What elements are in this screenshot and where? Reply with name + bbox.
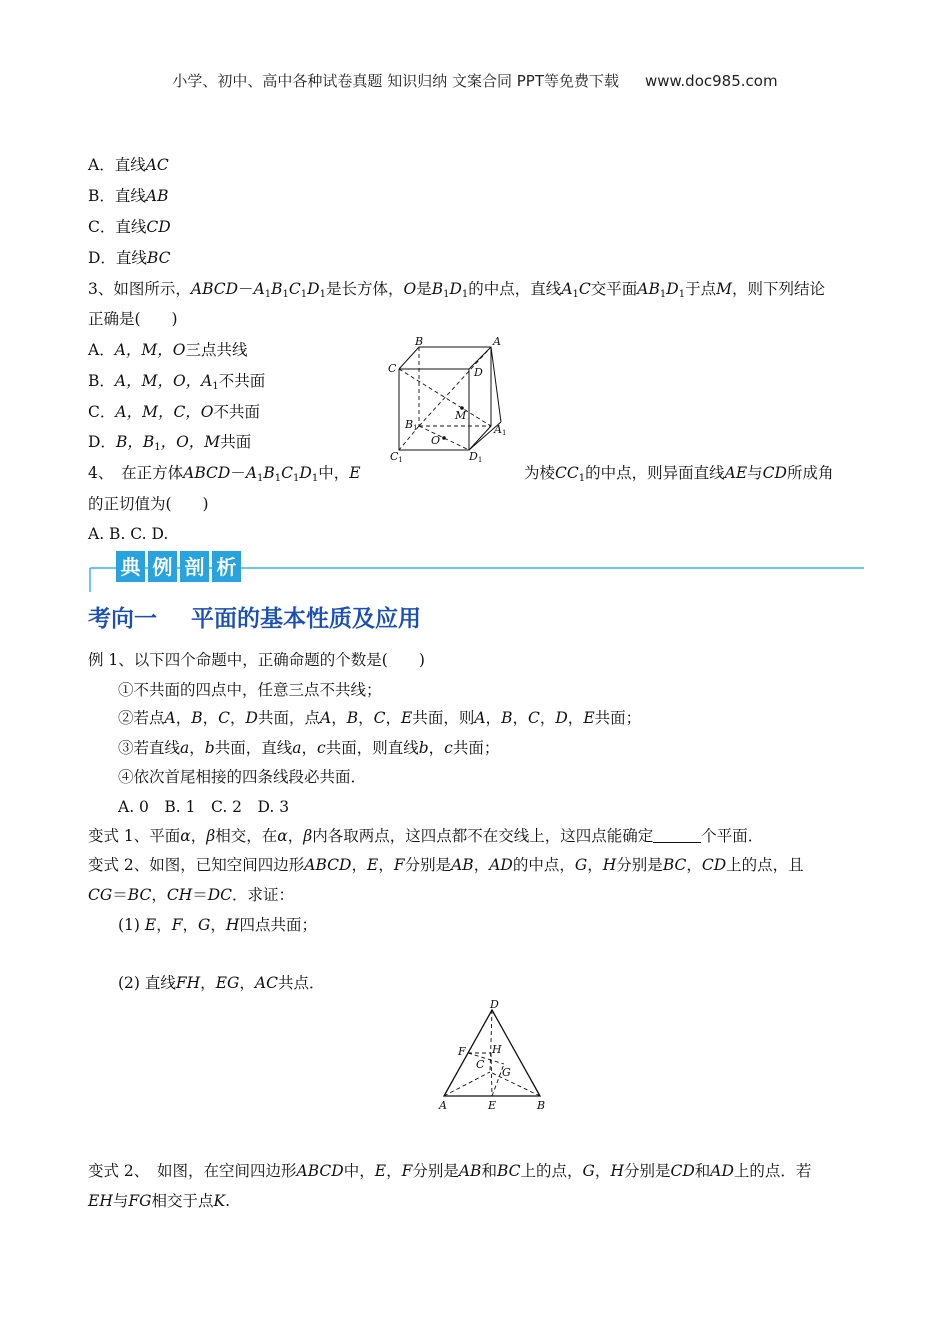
q2-option-c: C．直线CD <box>88 218 171 236</box>
ex1-stem: 例 1、以下四个命题中，正确命题的个数是( ) <box>88 651 425 669</box>
cube-label-b1: B1 <box>405 418 418 432</box>
cube-label-a: A <box>493 336 501 348</box>
q4-stem-left: 4、 在正方体$ABCD-A_1B_1C_1D_1$中，E <box>88 464 361 484</box>
q4-stem-line2: 的正切值为( ) <box>88 495 209 513</box>
cube-label-c: C <box>388 362 397 375</box>
variant-2b-stem: 变式 2、 如图，在空间四边形ABCD中，E，F分别是AB和BC上的点，G，H分别是CD和AD上的点．若 <box>88 1162 812 1180</box>
header-site[interactable]: www.doc985.com <box>644 72 778 90</box>
q2-option-a: A．直线AC <box>88 156 169 174</box>
q2-option-d: D．直线BC <box>88 249 171 267</box>
variant-2-stem-line2: CG＝BC，CH＝DC．求证： <box>88 886 295 904</box>
q3-option-c: C．A，M，C，O不共面 <box>88 403 261 421</box>
banner-char-1: 典 <box>120 555 141 579</box>
section-title: 考向一 平面的基本性质及应用 <box>88 606 421 632</box>
variant-1: 变式 1、平面α，β相交，在α，β内各取两点，这四点都不在交线上，这四点能确定 个平面． <box>88 827 764 845</box>
banner-char-4: 析 <box>216 555 237 579</box>
q3-option-b: B．A，M，O，$A_1$不共面 <box>88 372 266 392</box>
q3-option-d: D．B，$B_1$，O，M共面 <box>88 433 252 453</box>
page-header <box>0 70 950 91</box>
cuboid-figure <box>385 336 515 464</box>
q3-stem-line2: 正确是( ) <box>88 310 178 328</box>
cube-label-b: B <box>415 336 424 348</box>
q3-option-a: A．A，M，O三点共线 <box>88 341 248 359</box>
q3-stem: 3、如图所示，$ABCD-A_1B_1C_1D_1$是长方体，O是$B_1D_1$的中点，直线$A_1C$交平面$AB_1D_1$于点M，则下列结论 <box>88 280 825 300</box>
cube-label-d1: D1 <box>469 450 483 464</box>
ex1-statement-4: ④依次首尾相接的四条线段必共面． <box>118 768 367 786</box>
section-banner <box>88 548 864 593</box>
tet-label-a: A <box>439 1099 447 1112</box>
variant-2-part-2: (2) 直线FH，EG，AC共点． <box>118 974 325 992</box>
tet-label-d: D <box>490 998 499 1011</box>
tetrahedron-figure <box>436 996 556 1116</box>
answer-blank[interactable] <box>653 828 701 843</box>
cube-label-m: M <box>455 409 467 422</box>
variant-2b-stem-line2: EH与FG相交于点K. <box>88 1192 231 1210</box>
variant-2-part-1: (1) E，F，G，H四点共面； <box>118 916 317 934</box>
banner-char-3: 剖 <box>184 555 205 579</box>
cube-label-o: O <box>431 434 441 447</box>
ex1-statement-3: ③若直线a，b共面，直线a，c共面，则直线b，c共面； <box>118 739 500 757</box>
ex1-statement-1: ①不共面的四点中，任意三点不共线； <box>118 681 382 699</box>
tet-label-g: G <box>502 1066 511 1079</box>
tet-label-b: B <box>537 1099 546 1112</box>
ex1-statement-2: ②若点A，B，C，D共面，点A，B，C，E共面，则A，B，C，D，E共面； <box>118 709 642 727</box>
q4-options: A. B. C. D. <box>88 525 169 543</box>
cube-label-d: D <box>474 366 483 379</box>
header-text: 小学、初中、高中各种试卷真题 知识归纳 文案合同 PPT等免费下载 <box>172 72 619 90</box>
variant-2-stem: 变式 2、如图，已知空间四边形ABCD，E，F分别是AB，AD的中点，G，H分别是BC，CD上的点，且 <box>88 856 804 874</box>
cube-label-a1: A1 <box>494 423 507 437</box>
banner-char-2: 例 <box>152 555 173 579</box>
ex1-options: A. 0 B. 1 C. 2 D. 3 <box>118 798 290 816</box>
q4-stem-right: 为棱$CC_1$的中点，则异面直线AE与CD所成角 <box>524 464 834 484</box>
cube-label-c1: C1 <box>390 450 403 464</box>
tet-label-f: F <box>458 1045 466 1058</box>
tet-label-e: E <box>488 1099 497 1112</box>
tet-label-c: C <box>476 1058 485 1071</box>
q2-option-b: B．直线AB <box>88 187 169 205</box>
tet-label-h: H <box>492 1043 502 1056</box>
